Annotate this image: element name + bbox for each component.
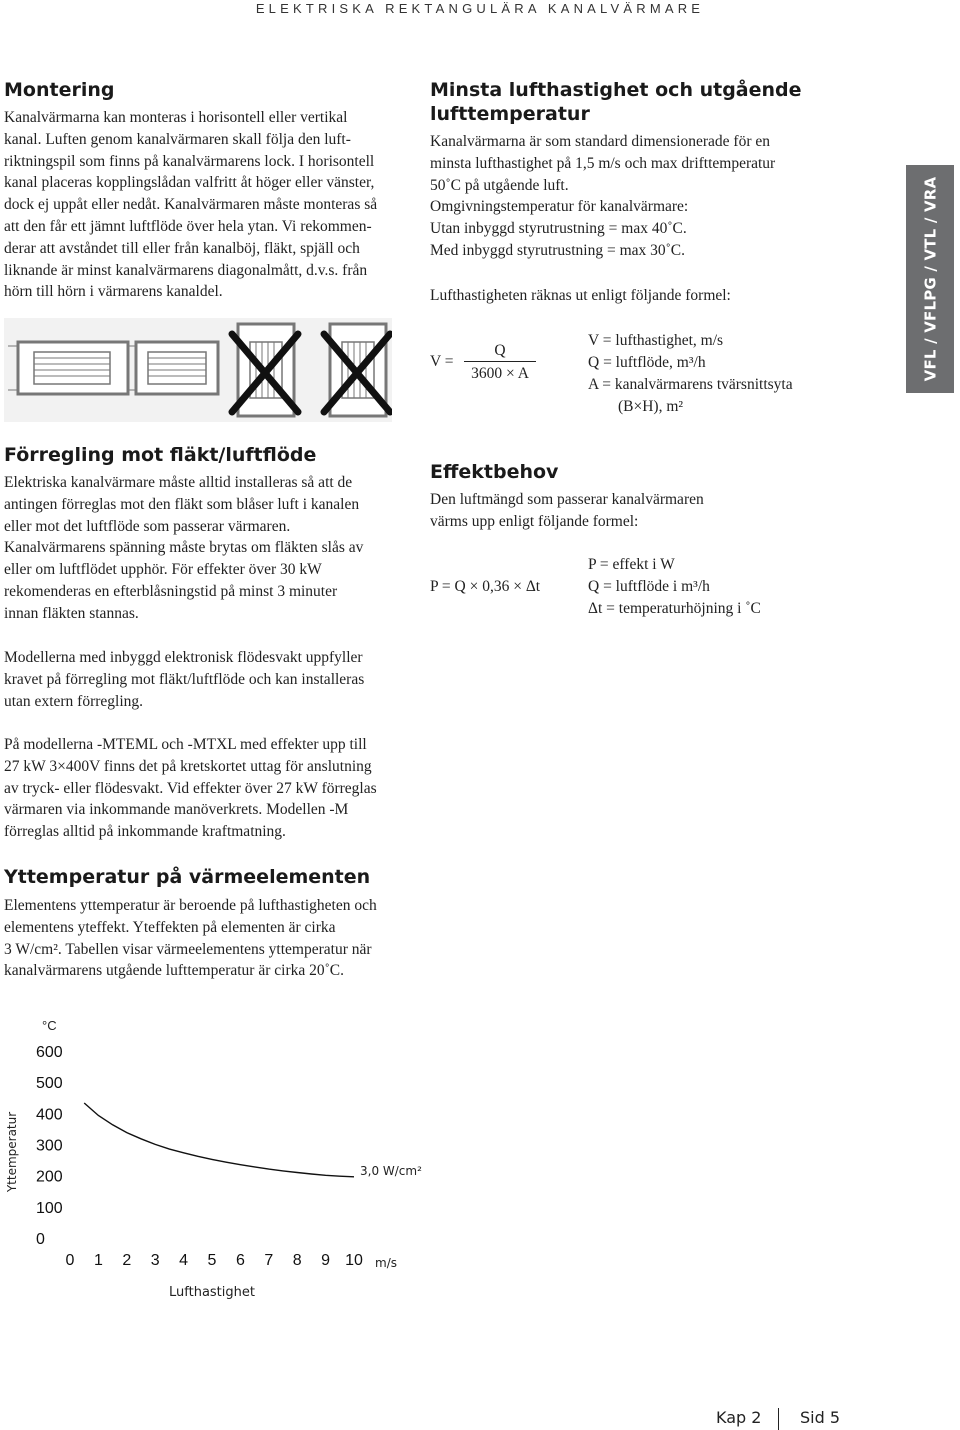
heading-montering: Montering bbox=[4, 79, 115, 101]
heater-correct-horizontal-2 bbox=[136, 342, 218, 394]
text-line: att den får ett jämnt luftflöde över hela ytan. Vi rekommen- bbox=[4, 217, 372, 235]
running-header: ELEKTRISKA REKTANGULÄRA KANALVÄRMARE bbox=[255, 1, 705, 16]
text-line: derar att avståndet till eller från kanalböj, fläkt, spjäll och bbox=[4, 239, 360, 257]
x-tick-label: 8 bbox=[292, 1252, 302, 1269]
text-line: På modellerna -MTEML och -MTXL med effekter upp till bbox=[4, 736, 367, 753]
text-line: eller om luftflödet upphör. För effekter över 30 kW bbox=[4, 561, 322, 579]
x-tick-label: 5 bbox=[207, 1252, 217, 1269]
formula-intro: Lufthastigheten räknas ut enligt följande formel: bbox=[430, 287, 731, 304]
heading-minsta-lufthastighet bbox=[430, 78, 870, 126]
text-line: Kanalvärmarna är som standard dimensionerade för en bbox=[430, 133, 771, 150]
montering-text bbox=[4, 107, 414, 303]
forregling-text-2 bbox=[4, 647, 414, 712]
text-line: Omgivningstemperatur för kanalvärmare: bbox=[430, 198, 689, 216]
text-line: innan fläkten stannas. bbox=[4, 604, 139, 622]
x-tick-label: 10 bbox=[345, 1252, 363, 1269]
side-tab-label: VFL / VFLPG / VTL / VRA bbox=[921, 176, 940, 382]
text-line: kravet på förregling mot fläkt/luftflöde och kan installeras bbox=[4, 670, 365, 688]
mounting-illustration bbox=[4, 318, 392, 422]
x-tick-label: 3 bbox=[150, 1252, 160, 1269]
y-tick-label: 300 bbox=[36, 1137, 63, 1155]
x-tick-label: 2 bbox=[122, 1252, 132, 1269]
surface-temperature-chart bbox=[0, 1010, 440, 1310]
y-tick-label: 400 bbox=[36, 1106, 63, 1124]
heading-forregling: Förregling mot fläkt/luftflöde bbox=[4, 444, 317, 466]
text-line: 50˚C på utgående luft. bbox=[430, 176, 569, 194]
footer-divider bbox=[778, 1408, 779, 1430]
side-tab bbox=[906, 165, 954, 393]
text-line: dock ej uppåt eller nedåt. Kanalvärmaren måste monteras så bbox=[4, 196, 378, 214]
legend-line: (B×H), m² bbox=[618, 398, 684, 415]
heading-effektbehov: Effektbehov bbox=[430, 461, 559, 483]
legend-line: A = kanalvärmarens tvärsnittsyta bbox=[588, 376, 793, 393]
text-line: Elektriska kanalvärmare måste alltid installeras så att de bbox=[4, 474, 353, 491]
y-tick-label: 200 bbox=[36, 1168, 63, 1186]
text-line: hörn till hörn i värmarens kanaldel. bbox=[4, 283, 223, 301]
x-tick-label: 7 bbox=[264, 1252, 274, 1269]
heater-correct-horizontal-1 bbox=[8, 342, 136, 394]
heading-line: lufttemperatur bbox=[430, 103, 590, 125]
y-tick-label: 600 bbox=[36, 1044, 63, 1061]
text-line: Den luftmängd som passerar kanalvärmaren bbox=[430, 491, 704, 508]
text-line: kanalvärmarens utgående lufttemperatur är cirka 20˚C. bbox=[4, 962, 344, 980]
legend-line: P = effekt i W bbox=[588, 556, 675, 573]
text-line: av tryck- eller flödesvakt. Vid effekter över 27 kW förreglas bbox=[4, 779, 377, 797]
x-tick-label: 9 bbox=[321, 1252, 331, 1269]
text-line: Med inbyggd styrutrustning = max 30˚C. bbox=[430, 241, 686, 259]
y-tick-label: 100 bbox=[36, 1199, 63, 1217]
text-line: värmaren via inkommande manöverkrets. Modellen -M bbox=[4, 801, 349, 819]
text-line: Utan inbyggd styrutrustning = max 40˚C. bbox=[430, 220, 687, 238]
formula-p-legend bbox=[588, 554, 761, 620]
text-line: värms upp enligt följande formel: bbox=[430, 512, 639, 530]
text-line: Elementens yttemperatur är beroende på lufthastigheten och bbox=[4, 897, 377, 914]
text-line: rekomenderas en efterblåsningstid på minst 3 minuter bbox=[4, 582, 338, 600]
text-line: riktningspil som finns på kanalvärmarens lock. I horisontell bbox=[4, 152, 375, 170]
forregling-text-3 bbox=[4, 734, 419, 843]
formula-v-lhs: V = bbox=[430, 353, 454, 370]
x-tick-label: 1 bbox=[93, 1252, 103, 1269]
text-line: kanal. Luften genom kanalvärmaren skall följa den luft- bbox=[4, 130, 351, 148]
x-axis-label: Lufthastighet bbox=[169, 1285, 255, 1300]
footer-page: Sid 5 bbox=[800, 1408, 841, 1427]
text-line: liknande är minst kanalvärmarens diagonalmått, d.v.s. från bbox=[4, 261, 368, 279]
forregling-text bbox=[4, 472, 414, 625]
footer-chapter: Kap 2 bbox=[716, 1408, 762, 1427]
legend-line: Δt = temperaturhöjning i ˚C bbox=[588, 600, 761, 617]
legend-line: V = lufthastighet, m/s bbox=[588, 332, 724, 349]
text-line: 27 kW 3×400V finns det på kretskortet uttag för anslutning bbox=[4, 757, 372, 775]
x-unit-label: m/s bbox=[375, 1256, 397, 1270]
x-tick-label: 6 bbox=[235, 1252, 245, 1269]
formula-v-denominator: 3600 × A bbox=[471, 365, 529, 382]
formula-p: P = Q × 0,36 × Δt bbox=[430, 578, 541, 595]
text-line: eller mot det luftflöde som passerar värmaren. bbox=[4, 517, 291, 535]
heading-yttemperatur: Yttemperatur på värmeelementen bbox=[4, 866, 371, 888]
text-line: utan extern förregling. bbox=[4, 692, 144, 710]
y-tick-label: 0 bbox=[36, 1231, 45, 1248]
text-line: kanal placeras kopplingslådan valfritt åt höger eller vänster, bbox=[4, 174, 375, 192]
text-line: elementens yteffekt. Yteffekten på elementen är cirka bbox=[4, 918, 336, 936]
text-line: Kanalvärmarens spänning måste brytas om fläkten slås av bbox=[4, 539, 364, 557]
x-tick-label: 4 bbox=[179, 1252, 189, 1269]
heading-line: Minsta lufthastighet och utgående bbox=[430, 79, 802, 101]
text-line: minsta lufthastighet på 1,5 m/s och max drifttemperatur bbox=[430, 154, 776, 172]
legend-line: Q = luftflöde i m³/h bbox=[588, 578, 710, 595]
yttemperatur-text bbox=[4, 895, 419, 982]
formula-v-legend bbox=[588, 330, 793, 418]
formula-v-numerator: Q bbox=[494, 342, 506, 359]
x-tick-label: 0 bbox=[65, 1252, 75, 1269]
minsta-text bbox=[430, 131, 870, 262]
legend-line: Q = luftflöde, m³/h bbox=[588, 354, 706, 371]
fraction-bar bbox=[464, 361, 536, 362]
text-line: antingen förreglas mot den fläkt som blåser luft i kanalen bbox=[4, 495, 360, 513]
series-label: 3,0 W/cm² bbox=[360, 1163, 422, 1178]
text-line: 3 W/cm². Tabellen visar värmeelementens yttemperatur när bbox=[4, 940, 372, 958]
y-unit-label: °C bbox=[42, 1018, 57, 1033]
text-line: förreglas alltid på inkommande kraftmatning. bbox=[4, 823, 286, 841]
series-line bbox=[84, 1103, 354, 1177]
text-line: Modellerna med inbyggd elektronisk flödesvakt uppfyller bbox=[4, 649, 363, 666]
text-line: Kanalvärmarna kan monteras i horisontell eller vertikal bbox=[4, 109, 348, 126]
y-axis-label: Yttemperatur bbox=[5, 1111, 19, 1193]
y-tick-label: 500 bbox=[36, 1075, 63, 1093]
effekt-text bbox=[430, 489, 850, 533]
